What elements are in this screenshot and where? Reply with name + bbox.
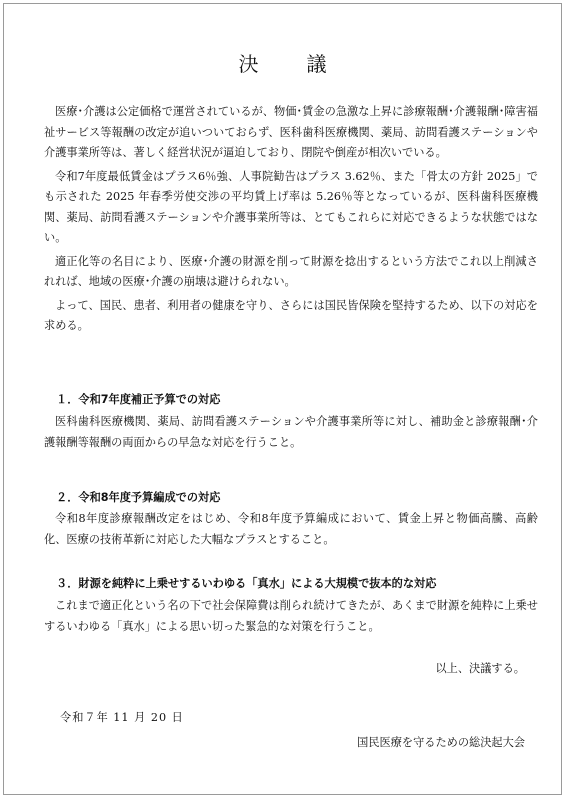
intro-section [44, 102, 538, 340]
section-1-heading: １．令和7年度補正予算での対応 [56, 393, 221, 406]
intro-paragraph-3: 適正化等の名目により、医療･介護の財源を削って財源を捻出するという方法でこれ以上削減されれば、地域の医療･介護の崩壊は避けられない。 [44, 254, 538, 288]
section-3-heading: ３．財源を純粋に上乗せするいわゆる「真水」による大規模で抜本的な対応 [56, 577, 437, 590]
document-page [3, 3, 562, 795]
closing-statement: 以上、決議する。 [435, 662, 525, 675]
section-3-body: これまで適正化という名の下で社会保障費は削られ続けてきたが、あくまで財源を純粋に上乗せするいわゆる「真水」による思い切った緊急的な対策を行うこと。 [44, 599, 538, 633]
intro-paragraph-1: 医療･介護は公定価格で運営されているが、物価･賃金の急激な上昇に診療報酬･介護報酬･障害福祉サービス等報酬の改定が追いついておらず、医科歯科医療機関、薬局、訪問看護ステーションや介護事業所等は、著しく経営状況が逼迫しており、閉院や倒産が相次いでいる。 [44, 105, 538, 159]
organization-name: 国民医療を守るための総決起大会 [357, 736, 525, 749]
intro-paragraph-4: よって、国民、患者、利用者の健康を守り、さらには国民皆保険を堅持するため、以下の対応を求める。 [44, 298, 538, 332]
section-2-heading: ２．令和8年度予算編成での対応 [56, 491, 221, 504]
document-title: 決 議 [238, 52, 341, 76]
resolution-date: 令和７年 11 月 20 日 [60, 711, 184, 724]
section-1-body: 医科歯科医療機関、薬局、訪問看護ステーションや介護事業所等に対し、補助金と診療報酬･介護報酬等報酬の両面からの早急な対応を行うこと。 [44, 415, 538, 449]
section-2-body: 令和8年度診療報酬改定をはじめ、令和8年度予算編成において、賃金上昇と物価高騰、高齢化、医療の技術革新に対応した大幅なプラスとすること。 [44, 512, 538, 546]
intro-paragraph-2: 令和7年度最低賃金はプラス6％強、人事院勧告はプラス 3.62％、また「骨太の方針 2025」でも示された 2025 年春季労使交渉の平均賃上げ率は 5.26％等となっているが、医科歯科医療機関、薬局、訪問看護ステーションや介護事業所等は、とてもこれらに対応できるような状態ではない。 [44, 169, 538, 244]
